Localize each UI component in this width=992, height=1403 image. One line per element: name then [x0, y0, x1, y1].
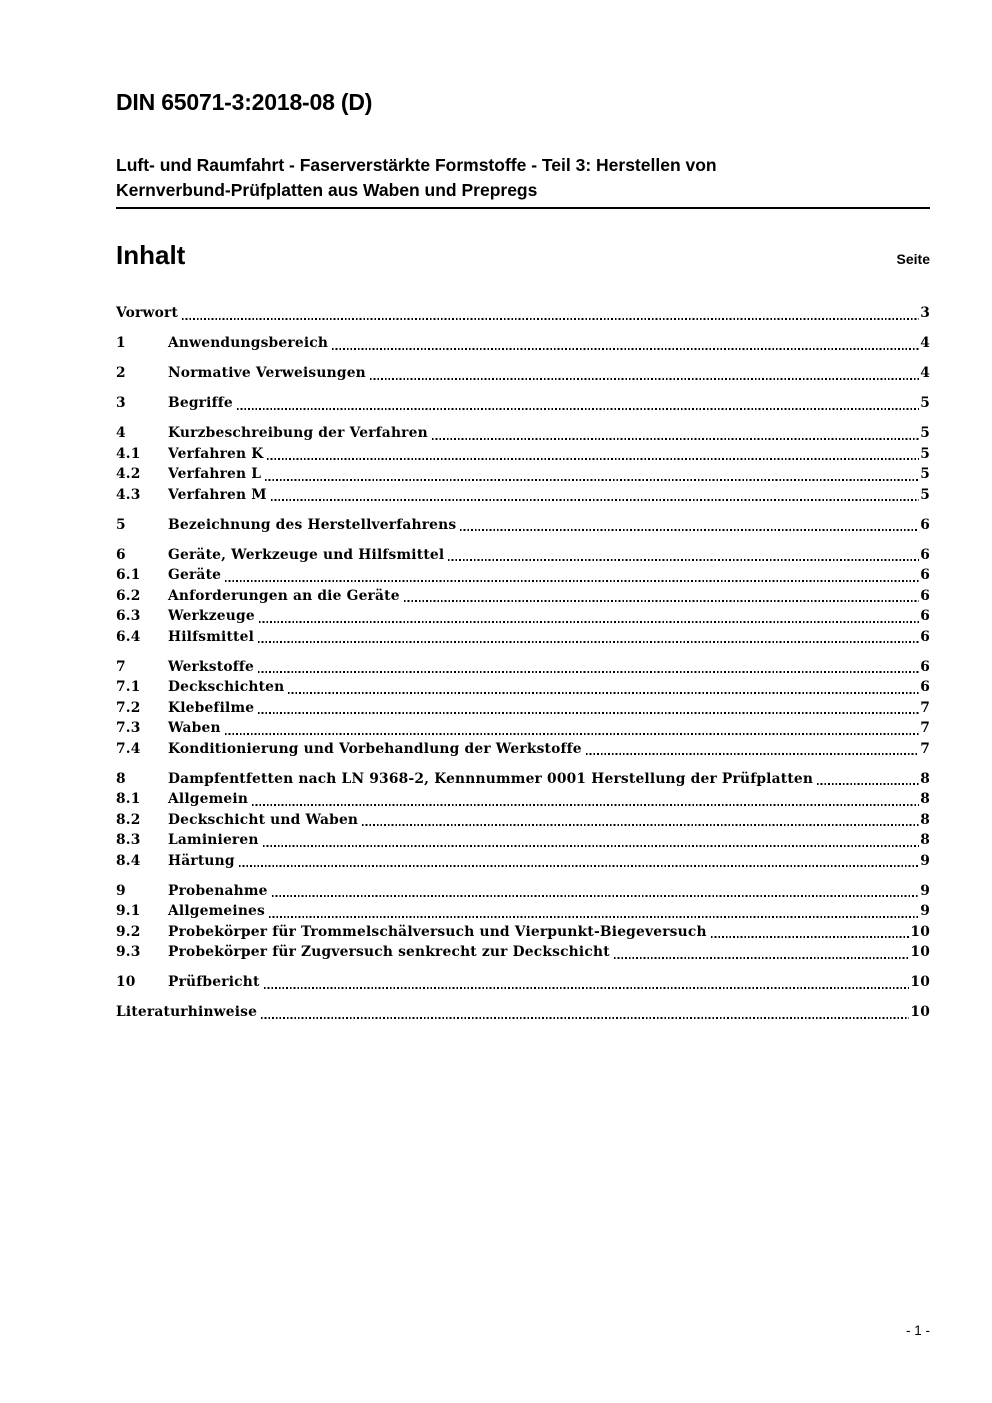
toc-entry-page: 6 [920, 608, 930, 624]
toc-dot-leader [817, 783, 919, 785]
toc-entry [116, 851, 930, 872]
toc-dot-leader [237, 408, 919, 410]
toc-entry [116, 586, 930, 607]
toc-entry-title: Verfahren K [168, 445, 264, 462]
toc-entry-page: 7 [920, 720, 930, 736]
document-number: DIN 65071-3:2018-08 (D) [116, 89, 373, 115]
toc-entry [116, 545, 930, 566]
toc-entry-number: 6.1 [116, 567, 141, 583]
toc-dot-leader [332, 348, 919, 350]
toc-entry-page: 10 [910, 1004, 930, 1020]
toc-entry-title: Allgemeines [168, 903, 266, 919]
toc-entry-title: Probekörper für Zugversuch senkrecht zur Deckschicht [168, 944, 610, 960]
toc-dot-leader [225, 580, 919, 582]
toc-entry-number: 9 [116, 882, 126, 899]
toc-entry-title: Anforderungen an die Geräte [168, 587, 400, 604]
toc-entry-title: Literaturhinweise [116, 1004, 258, 1020]
toc-entry-page: 10 [910, 974, 930, 990]
toc-entry-number: 6.3 [116, 608, 141, 624]
toc-entry [116, 881, 930, 902]
toc-entry-title: Anwendungsbereich [168, 335, 329, 351]
toc-entry-page: 7 [920, 740, 930, 757]
toc-entry-page: 10 [910, 944, 930, 960]
toc-entry-number: 10 [116, 974, 136, 990]
toc-entry [116, 739, 930, 760]
table-of-contents [116, 303, 930, 1023]
toc-entry-page: 5 [920, 425, 930, 441]
toc-dot-leader [265, 479, 919, 481]
toc-entry-page: 8 [920, 811, 930, 828]
toc-entry-number: 8.1 [116, 791, 141, 807]
toc-entry [116, 657, 930, 678]
toc-dot-leader [448, 559, 919, 561]
toc-dot-leader [264, 987, 910, 989]
toc-entry-number: 4.1 [116, 445, 141, 462]
toc-entry-page: 9 [920, 852, 930, 869]
toc-entry-title: Verfahren L [168, 466, 262, 482]
toc-entry-number: 4.3 [116, 486, 141, 503]
toc-entry-title: Waben [168, 720, 221, 736]
toc-dot-leader [261, 1017, 909, 1019]
toc-entry [116, 677, 930, 698]
toc-dot-leader [271, 499, 919, 501]
toc-entry-page: 5 [920, 486, 930, 503]
toc-entry-number: 8.4 [116, 852, 141, 869]
toc-entry [116, 423, 930, 444]
document-title-line1: Luft- und Raumfahrt - Faserverstärkte Formstoffe - Teil 3: Herstellen von [116, 155, 717, 175]
toc-entry [116, 922, 930, 943]
toc-entry-page: 7 [920, 699, 930, 716]
toc-entry-page: 6 [920, 679, 930, 695]
toc-entry [116, 901, 930, 922]
toc-entry-title: Deckschicht und Waben [168, 811, 359, 828]
toc-dot-leader [252, 804, 919, 806]
toc-entry [116, 565, 930, 586]
toc-entry-number: 9.1 [116, 903, 141, 919]
toc-entry-number: 9.3 [116, 944, 141, 960]
toc-entry-page: 6 [920, 628, 930, 645]
toc-page-column-label: Seite [896, 251, 930, 267]
toc-entry [116, 698, 930, 719]
toc-entry-page: 6 [920, 516, 930, 533]
toc-entry-number: 5 [116, 516, 126, 533]
toc-entry-number: 8.3 [116, 832, 141, 848]
toc-dot-leader [182, 318, 919, 320]
toc-entry-page: 8 [920, 770, 930, 787]
toc-entry-number: 8.2 [116, 811, 141, 828]
toc-entry-number: 3 [116, 395, 126, 411]
toc-entry [116, 485, 930, 506]
toc-entry [116, 444, 930, 465]
toc-dot-leader [711, 936, 910, 938]
document-title [116, 153, 930, 209]
toc-entry-title: Deckschichten [168, 679, 285, 695]
toc-entry-title: Dampfentfetten nach LN 9368-2, Kennnummer 0001 Herstellung der Prüfplatten [168, 770, 814, 787]
toc-entry-title: Probenahme [168, 882, 268, 899]
toc-entry-number: 7.4 [116, 740, 141, 757]
toc-entry-title: Geräte [168, 567, 222, 583]
toc-entry-title: Prüfbericht [168, 974, 260, 990]
toc-entry-number: 2 [116, 365, 126, 381]
toc-entry-number: 8 [116, 770, 126, 787]
toc-entry-page: 8 [920, 791, 930, 807]
toc-entry [116, 769, 930, 790]
toc-dot-leader [225, 733, 919, 735]
toc-entry-title: Geräte, Werkzeuge und Hilfsmittel [168, 546, 445, 563]
toc-entry [116, 718, 930, 739]
toc-entry [116, 333, 930, 354]
toc-dot-leader [272, 895, 920, 897]
toc-entry-page: 8 [920, 832, 930, 848]
toc-dot-leader [404, 600, 919, 602]
toc-dot-leader [432, 438, 919, 440]
toc-entry [116, 515, 930, 536]
toc-entry-title: Normative Verweisungen [168, 365, 366, 381]
toc-entry-title: Klebefilme [168, 699, 255, 716]
toc-entry-page: 4 [920, 335, 930, 351]
toc-entry-number: 9.2 [116, 923, 141, 940]
toc-entry [116, 810, 930, 831]
toc-entry [116, 789, 930, 810]
toc-entry-number: 6.4 [116, 628, 141, 645]
toc-entry-number: 1 [116, 335, 126, 351]
toc-dot-leader [362, 824, 919, 826]
toc-entry [116, 606, 930, 627]
toc-entry [116, 972, 930, 993]
toc-entry-page: 10 [910, 923, 930, 940]
toc-entry [116, 464, 930, 485]
toc-dot-leader [239, 865, 919, 867]
toc-entry-title: Bezeichnung des Herstellverfahrens [168, 516, 457, 533]
toc-entry-number: 6.2 [116, 587, 141, 604]
toc-entry-number: 7 [116, 658, 126, 675]
toc-dot-leader [460, 529, 919, 531]
toc-entry-page: 5 [920, 395, 930, 411]
toc-entry-title: Probekörper für Trommelschälversuch und Vierpunkt-Biegeversuch [168, 923, 707, 940]
toc-dot-leader [288, 692, 919, 694]
toc-dot-leader [258, 671, 919, 673]
toc-entry-title: Härtung [168, 852, 235, 869]
toc-entry-title: Begriffe [168, 395, 233, 411]
toc-dot-leader [258, 712, 919, 714]
toc-heading: Inhalt [116, 240, 186, 270]
toc-entry-title: Hilfsmittel [168, 628, 255, 645]
toc-dot-leader [586, 753, 919, 755]
toc-entry-title: Werkstoffe [168, 658, 254, 675]
toc-entry [116, 393, 930, 414]
toc-entry [116, 303, 930, 324]
toc-entry-page: 4 [920, 365, 930, 381]
toc-entry-number: 7.2 [116, 699, 141, 716]
toc-dot-leader [370, 378, 919, 380]
toc-entry-page: 9 [920, 903, 930, 919]
toc-entry [116, 627, 930, 648]
toc-dot-leader [259, 621, 919, 623]
document-title-line2: Kernverbund-Prüfplatten aus Waben und Prepregs [116, 180, 538, 200]
toc-entry-number: 6 [116, 546, 126, 563]
toc-entry [116, 942, 930, 963]
toc-entry-title: Allgemein [168, 791, 249, 807]
toc-entry [116, 363, 930, 384]
toc-dot-leader [269, 916, 919, 918]
toc-entry-title: Werkzeuge [168, 608, 255, 624]
toc-header [116, 242, 930, 268]
toc-entry-title: Laminieren [168, 832, 259, 848]
toc-dot-leader [267, 458, 919, 460]
toc-dot-leader [263, 845, 920, 847]
toc-entry [116, 1002, 930, 1023]
toc-entry-page: 5 [920, 466, 930, 482]
page-number: - 1 - [905, 1323, 930, 1338]
toc-entry-number: 7.3 [116, 720, 141, 736]
toc-entry-page: 5 [920, 445, 930, 462]
toc-dot-leader [258, 641, 919, 643]
toc-entry-page: 6 [920, 546, 930, 563]
toc-entry-title: Vorwort [116, 305, 179, 321]
toc-entry [116, 830, 930, 851]
toc-entry-title: Konditionierung und Vorbehandlung der Werkstoffe [168, 740, 582, 757]
toc-entry-number: 7.1 [116, 679, 141, 695]
toc-entry-page: 3 [920, 305, 930, 321]
toc-entry-page: 9 [920, 882, 930, 899]
toc-dot-leader [614, 957, 910, 959]
toc-entry-page: 6 [920, 658, 930, 675]
toc-entry-title: Verfahren M [168, 486, 267, 503]
toc-entry-title: Kurzbeschreibung der Verfahren [168, 425, 428, 441]
toc-entry-page: 6 [920, 567, 930, 583]
toc-entry-number: 4 [116, 425, 126, 441]
toc-entry-number: 4.2 [116, 466, 141, 482]
toc-entry-page: 6 [920, 587, 930, 604]
